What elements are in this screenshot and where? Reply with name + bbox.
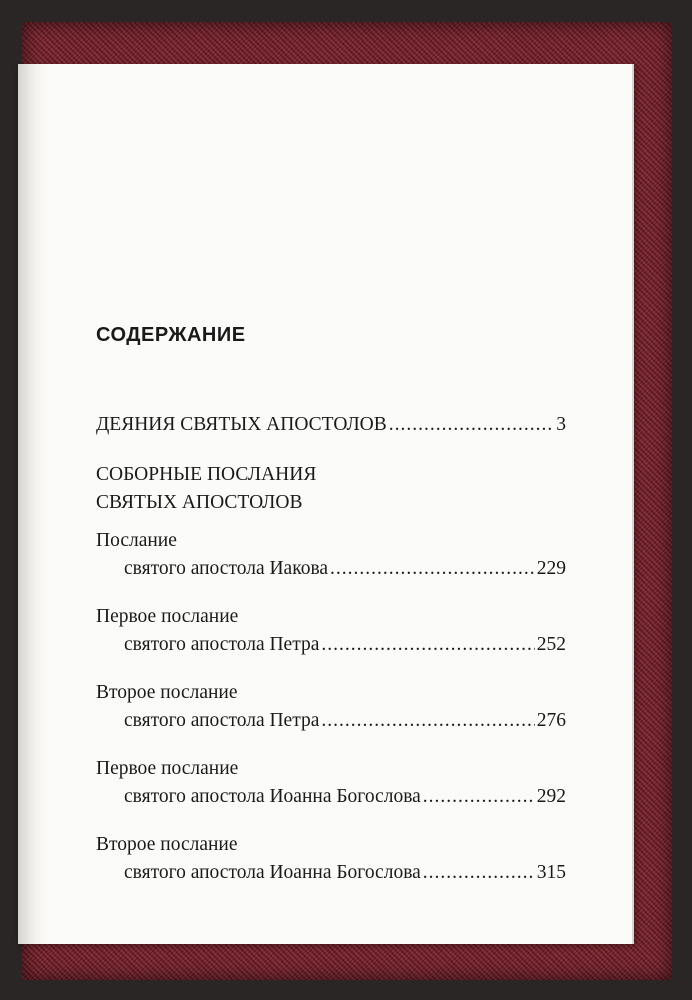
toc-entry-1-john [96, 755, 566, 811]
leader-dots [389, 411, 554, 439]
section-heading-line-2: СВЯТЫХ АПОСТОЛОВ [96, 492, 303, 513]
toc-entry-label: святого апостола Петра [124, 634, 320, 655]
toc-entry-label: святого апостола Иакова [124, 558, 329, 579]
table-of-contents [96, 324, 566, 887]
toc-entry-label: ДЕЯНИЯ СВЯТЫХ АПОСТОЛОВ [96, 414, 387, 435]
toc-page-number: 276 [536, 710, 566, 731]
leader-dots [423, 783, 535, 811]
toc-entry-2-john [96, 831, 566, 887]
toc-entry-first-line: Первое послание [96, 606, 239, 627]
book-page [18, 64, 634, 944]
toc-entry-james [96, 527, 566, 583]
leader-dots [321, 707, 534, 735]
toc-entry-acts [96, 411, 566, 439]
toc-entry-first-line: Первое послание [96, 758, 239, 779]
toc-page-number: 292 [536, 786, 566, 807]
leader-dots [423, 859, 535, 887]
toc-entry-first-line: Второе послание [96, 834, 238, 855]
toc-entry-label: святого апостола Иоанна Богослова [124, 786, 421, 807]
leader-dots [321, 631, 534, 659]
toc-entry-first-line: Послание [96, 530, 177, 551]
toc-page-number: 229 [536, 558, 566, 579]
toc-entry-label: святого апостола Петра [124, 710, 320, 731]
section-heading-line-1: СОБОРНЫЕ ПОСЛАНИЯ [96, 464, 317, 485]
page-gutter [18, 64, 48, 944]
toc-entry-1-peter [96, 603, 566, 659]
leader-dots [330, 555, 535, 583]
toc-entry-first-line: Второе послание [96, 682, 238, 703]
toc-entry-2-peter [96, 679, 566, 735]
toc-page-number: 315 [536, 862, 566, 883]
toc-title: СОДЕРЖАНИЕ [96, 324, 246, 346]
toc-page-number: 252 [536, 634, 566, 655]
toc-section-heading [96, 461, 566, 517]
toc-entry-label: святого апостола Иоанна Богослова [124, 862, 421, 883]
toc-page-number: 3 [556, 414, 566, 435]
